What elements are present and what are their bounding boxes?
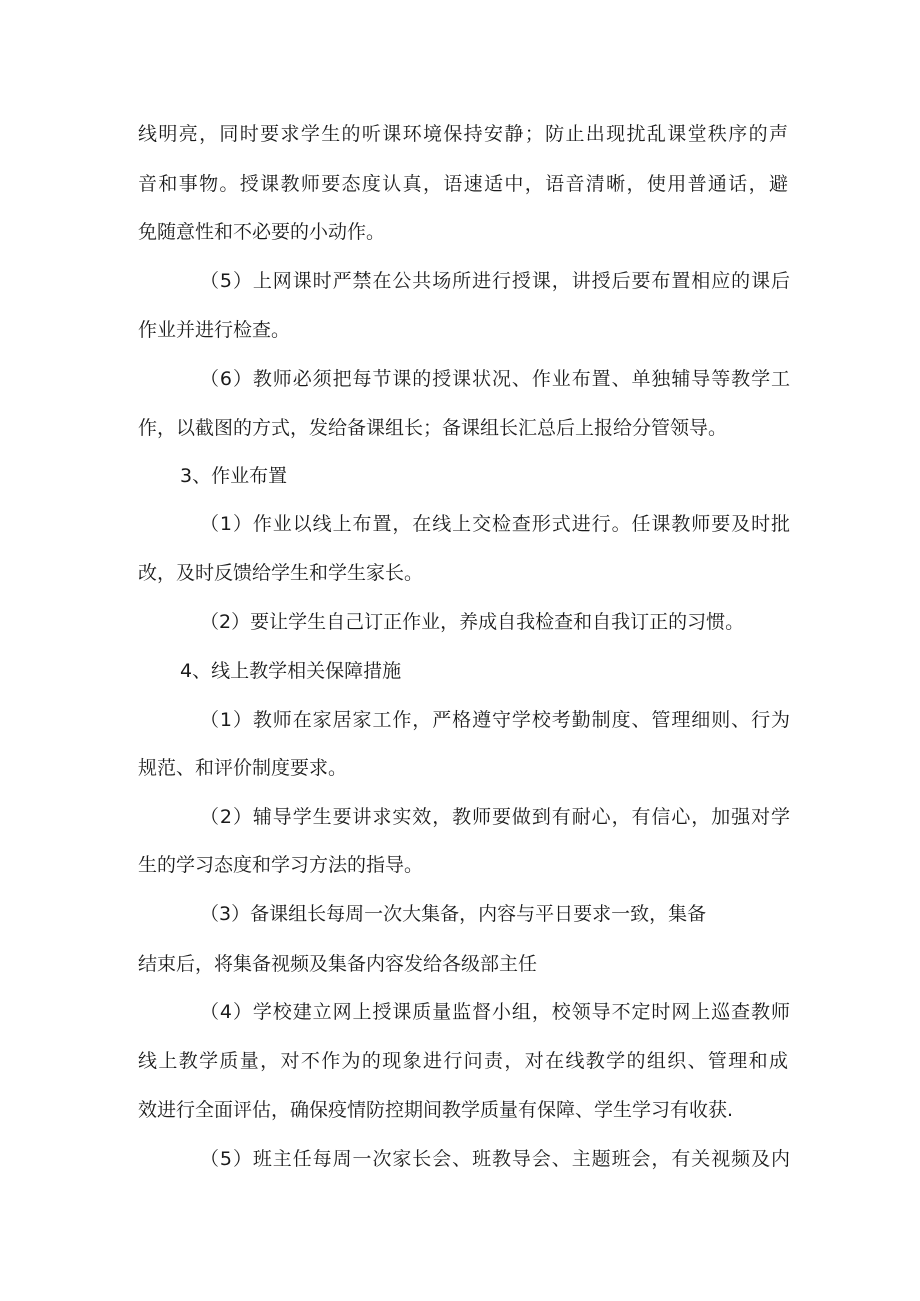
section-heading: 3、作业布置	[180, 465, 288, 487]
paragraph-line: 线明亮，同时要求学生的听课环境保持安静；防止出现扰乱课堂秩序的声	[138, 123, 788, 145]
paragraph-line: （3）备课组长每周一次大集备，内容与平日要求一致，集备	[200, 903, 707, 925]
paragraph-line: （2）辅导学生要讲求实效，教师要做到有耐心，有信心，加强对学	[200, 806, 790, 828]
paragraph-line: 免随意性和不必要的小动作。	[138, 221, 386, 243]
paragraph-line: 线上教学质量，对不作为的现象进行问责，对在线教学的组织、管理和成	[138, 1050, 788, 1072]
paragraph-line: （1）教师在家居家工作，严格遵守学校考勤制度、管理细则、行为	[200, 709, 790, 731]
paragraph-line: （5）上网课时严禁在公共场所进行授课，讲授后要布置相应的课后	[200, 270, 790, 292]
paragraph-line: 改，及时反馈给学生和学生家长。	[138, 562, 424, 584]
paragraph-line: 作业并进行检查。	[138, 319, 291, 341]
paragraph-line: （6）教师必须把每节课的授课状况、作业布置、单独辅导等教学工	[200, 368, 790, 390]
paragraph-line: （5）班主任每周一次家长会、班教导会、主题班会，有关视频及内	[200, 1148, 790, 1170]
section-heading: 4、线上教学相关保障措施	[180, 660, 402, 682]
paragraph-line: 生的学习态度和学习方法的指导。	[138, 854, 424, 876]
paragraph-line: 音和事物。授课教师要态度认真，语速适中，语音清晰，使用普通话，避	[138, 173, 788, 195]
paragraph-line: （1）作业以线上布置，在线上交检查形式进行。任课教师要及时批	[200, 513, 790, 535]
paragraph-line: 作，以截图的方式，发给备课组长；备课组长汇总后上报给分管领导。	[138, 417, 728, 439]
paragraph-line: 规范、和评价制度要求。	[138, 757, 348, 779]
paragraph-line: 效进行全面评估，确保疫情防控期间教学质量有保障、学生学习有收获.	[138, 1099, 734, 1121]
paragraph-line: （4）学校建立网上授课质量监督小组，校领导不定时网上巡查教师	[200, 1001, 790, 1023]
paragraph-line: 结束后，将集备视频及集备内容发给各级部主任	[138, 953, 538, 975]
paragraph-line: （2）要让学生自己订正作业，养成自我检查和自我订正的习惯。	[200, 611, 745, 633]
